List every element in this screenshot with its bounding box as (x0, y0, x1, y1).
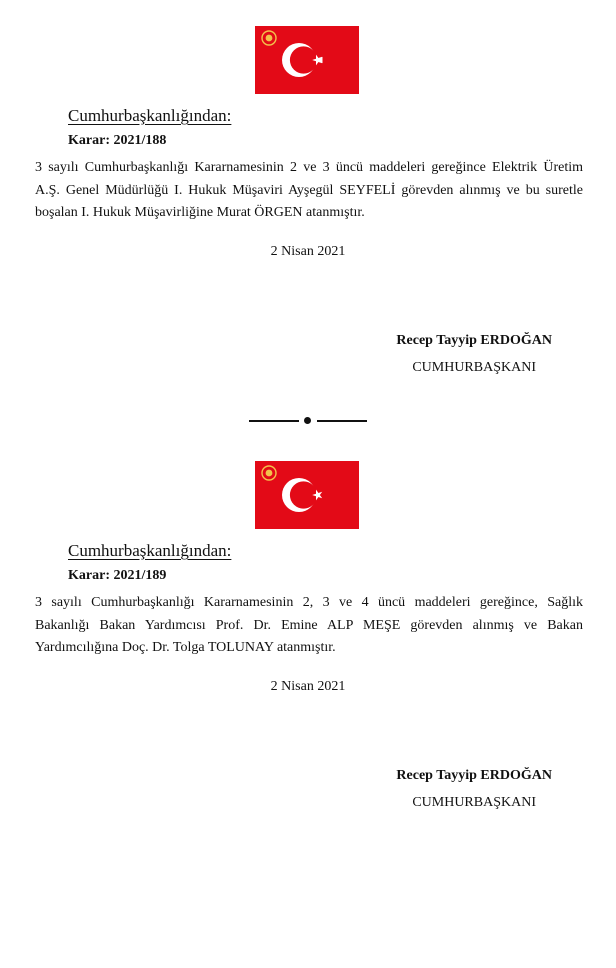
body-line: Yardımcılığına Doç. Dr. Tolga TOLUNAY atanmıştır. (35, 640, 336, 655)
body-line: 3 sayılı Cumhurbaşkanlığı Kararnamesinin 2, 3 ve 4 üncü maddeleri gereğince, Sağlık (35, 595, 583, 610)
body-line: boşalan I. Hukuk Müşavirliğine Murat ÖRGEN atanmıştır. (35, 205, 365, 220)
issuer-heading: Cumhurbaşkanlığından: (68, 541, 232, 560)
issuer-heading: Cumhurbaşkanlığından: (68, 106, 232, 125)
divider-line-right (317, 420, 367, 422)
decision-body (35, 592, 583, 660)
body-line: 3 sayılı Cumhurbaşkanlığı Kararnamesinin 2 ve 3 üncü maddeleri gereğince Elektrik Üretim (35, 160, 583, 175)
flag-graphic (255, 461, 359, 529)
divider-line-left (249, 420, 299, 422)
decision-date: 2 Nisan 2021 (270, 244, 346, 259)
decision-body (35, 157, 583, 225)
flag-graphic (255, 26, 359, 94)
turkish-flag-icon (255, 461, 359, 529)
signer-title: CUMHURBAŞKANI (412, 795, 536, 810)
decision-number: Karar: 2021/189 (68, 568, 167, 583)
signer-title: CUMHURBAŞKANI (412, 360, 536, 375)
turkish-flag-icon (255, 26, 359, 94)
divider-icon (249, 414, 367, 426)
decision-number: Karar: 2021/188 (68, 133, 167, 148)
body-line: A.Ş. Genel Müdürlüğü I. Hukuk Müşaviri Ayşegül SEYFELİ görevden alınmış ve bu suretle (35, 182, 583, 198)
decision-date: 2 Nisan 2021 (270, 679, 346, 694)
divider-dot (304, 417, 311, 424)
signer-name: Recep Tayyip ERDOĞAN (396, 333, 552, 348)
body-line: Bakanlığı Bakan Yardımcısı Prof. Dr. Emine ALP MEŞE görevden alınmış ve Bakan (35, 617, 583, 633)
signer-name: Recep Tayyip ERDOĞAN (396, 768, 552, 783)
